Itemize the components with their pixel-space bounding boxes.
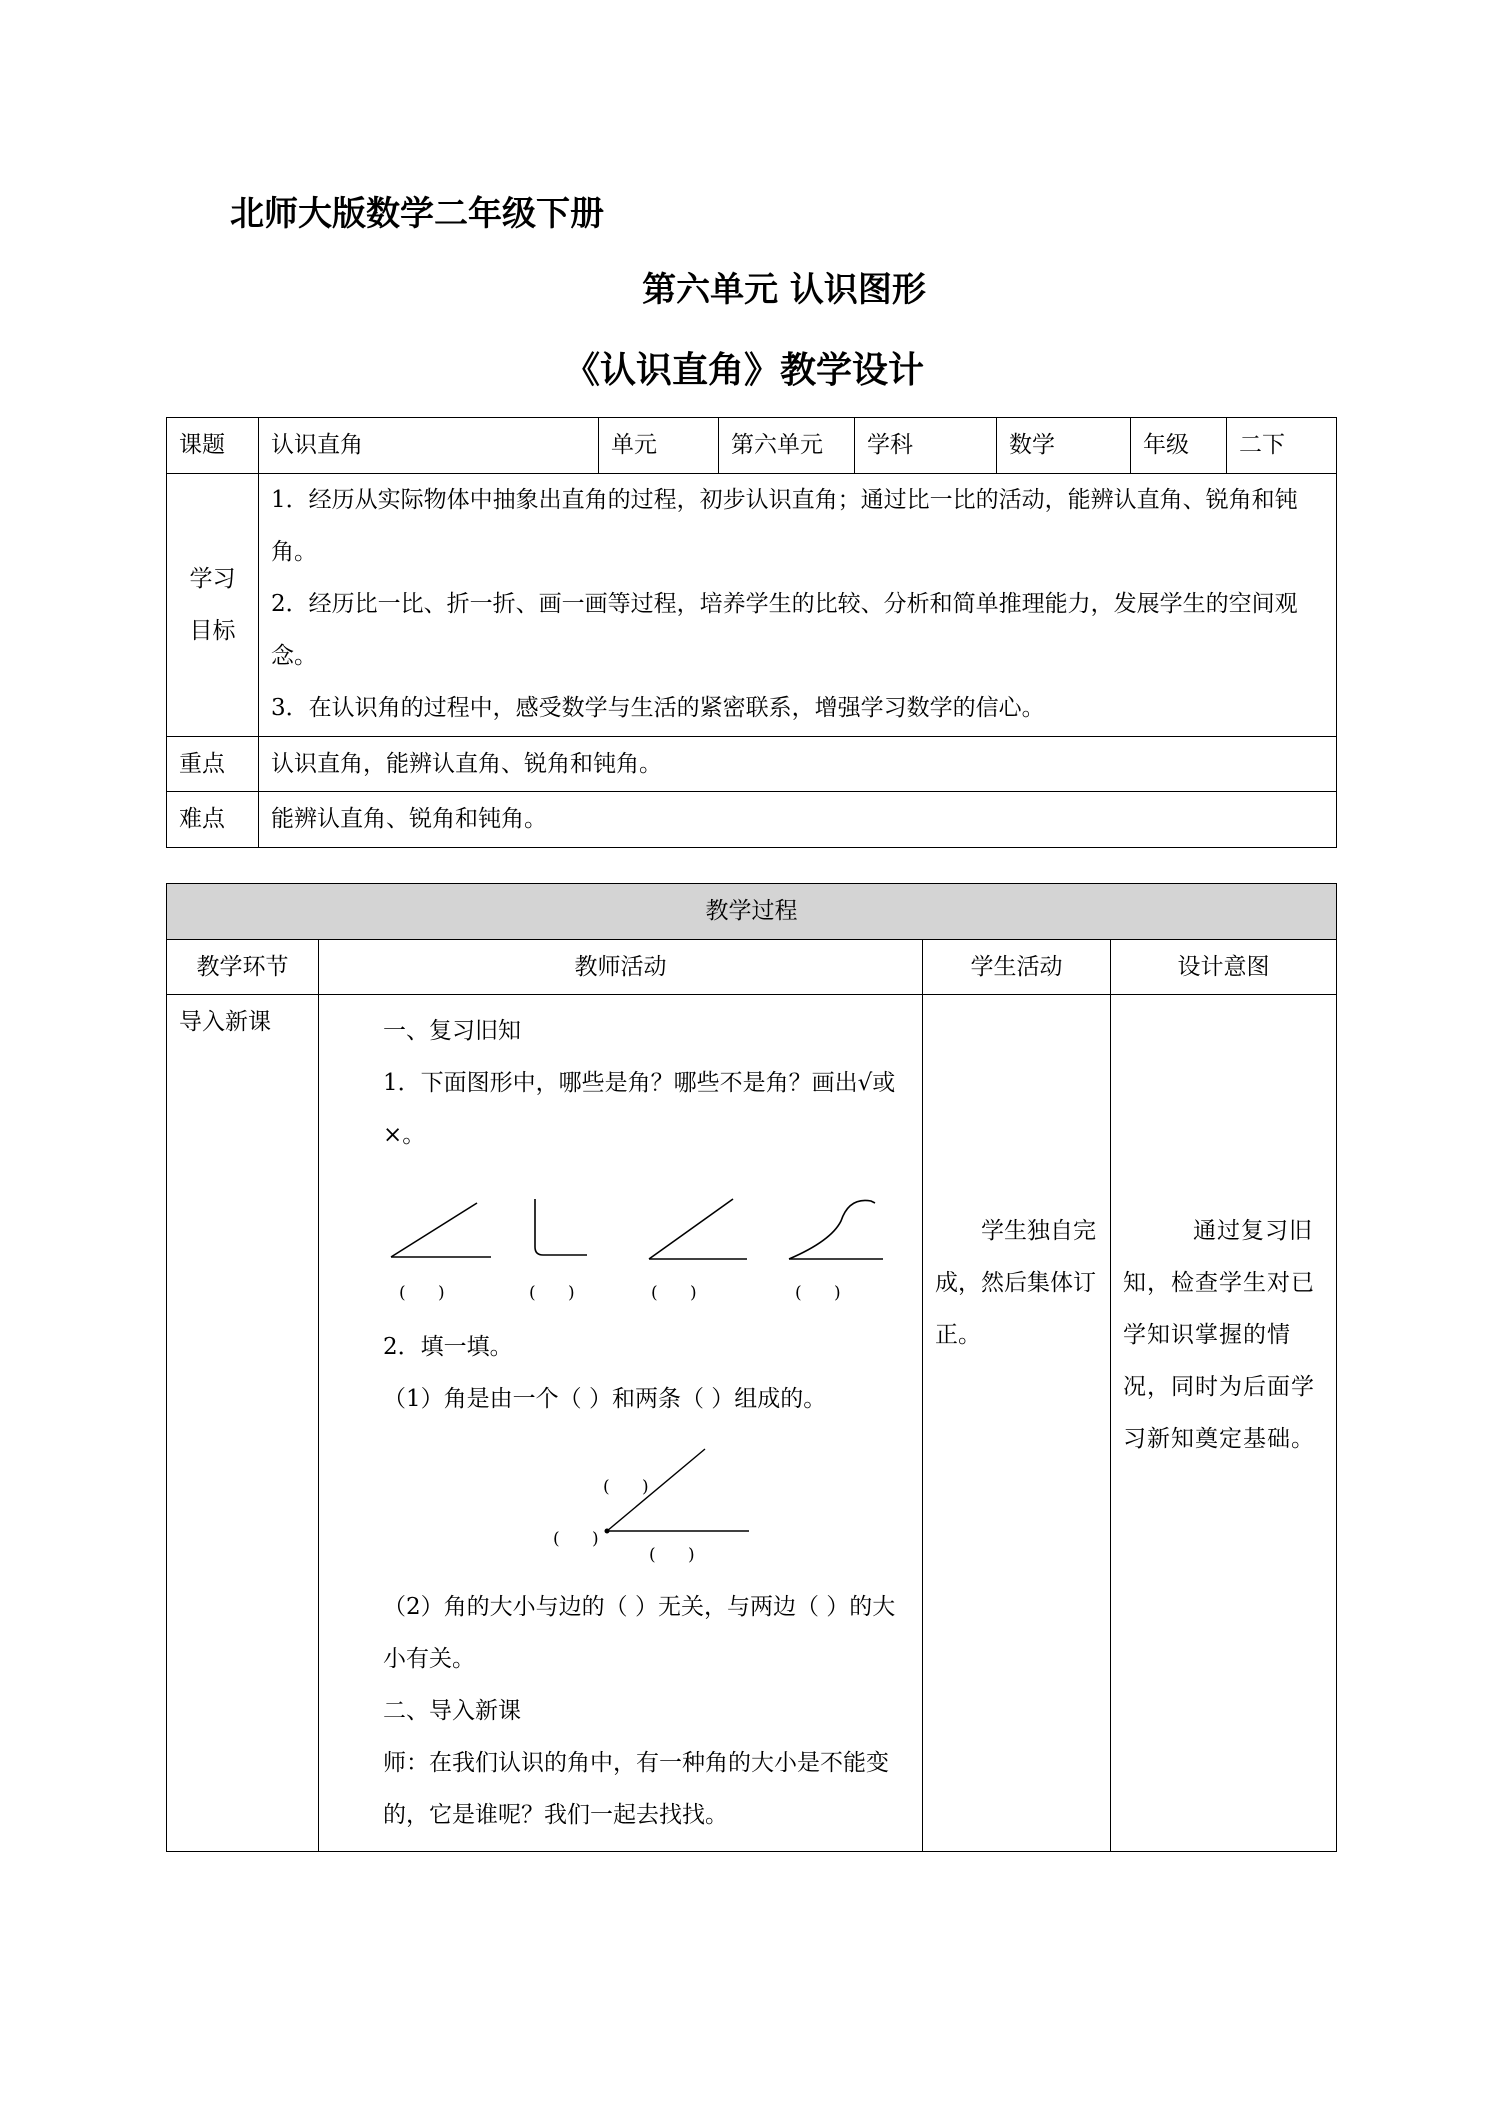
subject-label: 学科 (855, 418, 997, 474)
grade-value: 二下 (1227, 418, 1337, 474)
label-blank-vertex: ( ) (553, 1529, 599, 1549)
answer-blank: ( ) (651, 1283, 697, 1303)
question-1: 1．下面图形中，哪些是角？哪些不是角？画出√或×。 (383, 1070, 896, 1148)
series-title: 北师大版数学二年级下册 (230, 194, 604, 234)
answer-blank: ( ) (795, 1283, 841, 1303)
lesson-title: 《认识直角》教学设计 (563, 350, 924, 391)
angle-diagram (331, 1431, 911, 1581)
angle-vertex (605, 1529, 610, 1534)
intent-text: 通过复习旧知，检查学生对已学知识掌握的情况，同时为后面学习新知奠定基础。 (1123, 1218, 1315, 1452)
column-header: 学生活动 (923, 939, 1111, 995)
unit-label: 单元 (599, 418, 719, 474)
figure-curve-4 (789, 1200, 883, 1259)
design-intent (1111, 995, 1337, 1852)
angle-parts-figure (331, 1431, 911, 1581)
column-header: 教师活动 (319, 939, 923, 995)
intro-text: 师：在我们认识的角中，有一种角的大小是不能变的，它是谁呢？我们一起去找找。 (383, 1750, 889, 1828)
lesson-info-table (166, 417, 1337, 848)
grade-label: 年级 (1131, 418, 1227, 474)
key-value: 认识直角，能辨认直角、锐角和钝角。 (259, 736, 1337, 792)
label-blank-side: ( ) (603, 1477, 649, 1497)
section-heading: 一、复习旧知 (383, 1018, 521, 1044)
difficulty-label: 难点 (167, 792, 259, 848)
question-2: 2．填一填。 (383, 1334, 513, 1360)
learning-goals (259, 473, 1337, 736)
key-label: 重点 (167, 736, 259, 792)
answer-blank: ( ) (399, 1283, 445, 1303)
student-text: 学生独自完成，然后集体订正。 (935, 1218, 1096, 1348)
question-2-1: （1）角是由一个（ ）和两条（ ）组成的。 (383, 1386, 827, 1412)
figure-angle-3 (649, 1199, 747, 1259)
question-2-2: （2）角的大小与边的（ ）无关，与两边（ ）的大小有关。 (383, 1594, 896, 1672)
section-heading: 二、导入新课 (383, 1698, 521, 1724)
unit-title: 第六单元 认识图形 (642, 270, 926, 310)
subject-value: 数学 (997, 418, 1131, 474)
goals-label: 学习 目标 (167, 473, 259, 736)
stage-label: 导入新课 (167, 995, 319, 1852)
column-header: 设计意图 (1111, 939, 1337, 995)
teaching-process-table (166, 883, 1337, 1852)
topic-value: 认识直角 (259, 418, 599, 474)
goal-item: 1．经历从实际物体中抽象出直角的过程，初步认识直角；通过比一比的活动，能辨认直角、锐角和钝角。 (271, 486, 1298, 565)
answer-blank: ( ) (529, 1283, 575, 1303)
goal-item: 3．在认识角的过程中，感受数学与生活的紧密联系，增强学习数学的信心。 (271, 694, 1045, 721)
column-header: 教学环节 (167, 939, 319, 995)
unit-value: 第六单元 (719, 418, 855, 474)
process-title: 教学过程 (167, 884, 1337, 940)
difficulty-value: 能辨认直角、锐角和钝角。 (259, 792, 1337, 848)
topic-label: 课题 (167, 418, 259, 474)
label-blank-side: ( ) (649, 1545, 695, 1565)
angle-shapes (331, 1181, 911, 1271)
figure-angle-1 (391, 1203, 491, 1257)
teacher-activity (319, 995, 923, 1852)
goal-item: 2．经历比一比、折一折、画一画等过程，培养学生的比较、分析和简单推理能力，发展学生的空间观念。 (271, 590, 1298, 669)
student-activity (923, 995, 1111, 1852)
figure-corner-2 (535, 1199, 587, 1255)
angle-figures (331, 1181, 911, 1321)
